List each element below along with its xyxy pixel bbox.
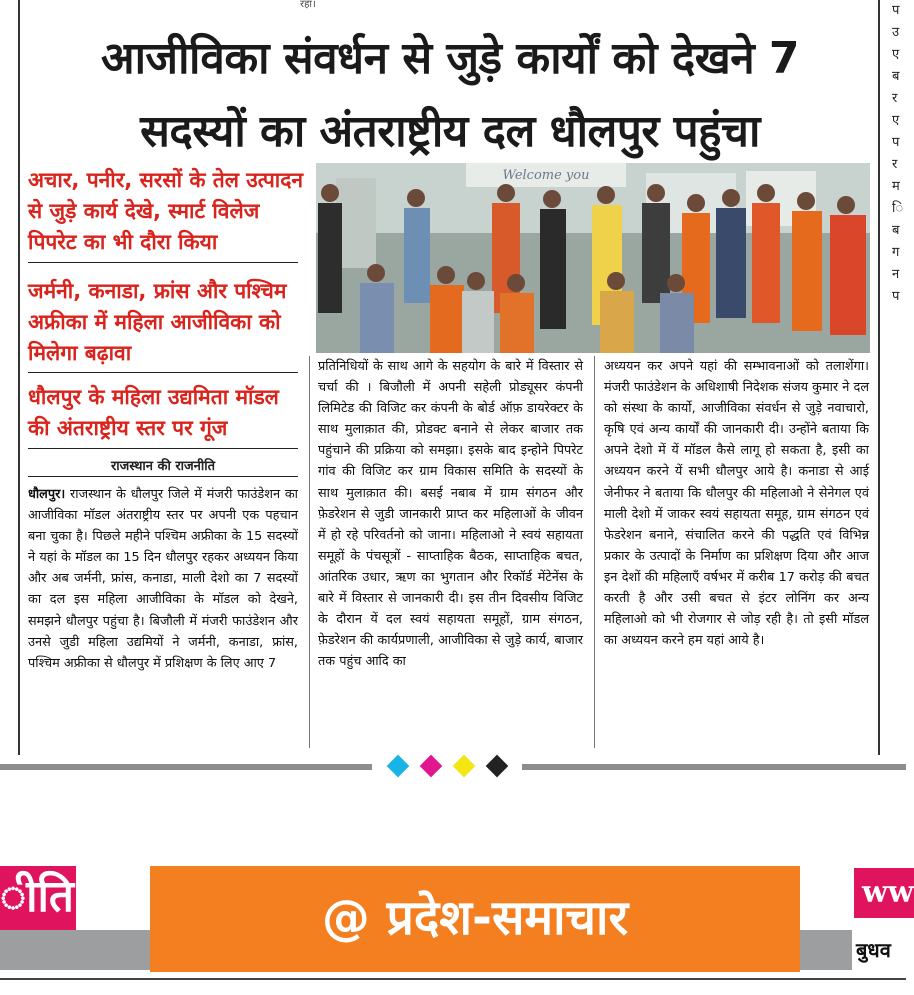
- adjacent-article-fragment: र: [892, 157, 898, 172]
- column-divider: [309, 356, 310, 748]
- adjacent-article-fragment: ए: [892, 113, 900, 128]
- kicker-divider: [28, 262, 298, 263]
- date-fragment: बुधव: [852, 930, 912, 970]
- headline-line-2: सदस्यों का अंतराष्ट्रीय दल धौलपुर पहुंचा: [140, 106, 760, 157]
- kicker-divider: [28, 372, 298, 373]
- dateline: धौलपुर।: [28, 487, 66, 502]
- kicker-3: धौलपुर के महिला उद्यमिता मॉडल की अंतराष्ट्रीय स्तर पर गूंज: [28, 385, 279, 440]
- article-column-3: अध्ययन कर अपने यहां की सम्भावनाओं को तलाशेंगा। मंजरी फाउंडेशन के अधिशाषी निदेशक संजय कुमार ने दल को संस्था के कार्यो, आजीविका संवर्धन से जुड़े नवाचारो, कृषि एवं अन्य कार्यों की जानकारी दी। उन्होंने बताया कि अपने देशो में यें मॉडल कैसे लागू हो सकता है, इसी का अध्ययन करने यें सभी धौलपुर आये है। कनाडा से आई जेनीफर ने बताया कि धौलपुर की महिलाओ ने सेनेगल एवं माली देशो में जाकर स्वयं सहायता समूह, ग्राम संगठन एवं फेडरेशन बनाने, संचालित करने की पद्धति एवं विभिन्न प्रकार के उत्पादों के निर्माण का प्रशिक्षण दिया और आज इन देशों की महिलाएँ वर्षभर में करीब 17 करोड़ की बचत करती है और उसी बचत से इंटर लोनिंग कर अन्य महिलाओ को भी रोजगार से जोड़ रही है। तो इसी मॉडल का अध्ययन करने हम यहां आये है।: [604, 359, 869, 649]
- group-photo-illustration: [316, 163, 870, 353]
- separator-diamond-black: [486, 755, 509, 778]
- adjacent-article-fragment: ग: [892, 245, 900, 260]
- separator-diamond-cyan: [387, 755, 410, 778]
- headline-line-1: आजीविका संवर्धन से जुड़े कार्यों को देखने 7: [100, 33, 800, 84]
- group-photo: [316, 163, 870, 353]
- welcome-banner-text: Welcome you: [502, 168, 590, 183]
- kicker-divider: [28, 448, 298, 449]
- adjacent-article-strip: [892, 0, 906, 755]
- kicker-2: जर्मनी, कनाडा, फ्रांस और पश्चिम अफ्रीका में महिला आजीविका को मिलेगा बढ़ावा: [28, 279, 287, 365]
- bottom-clipped-area: [0, 978, 906, 995]
- adjacent-article-fragment: ए: [892, 47, 900, 62]
- adjacent-article-fragment: ब: [892, 69, 900, 84]
- top-clipped-text: रहा।: [300, 0, 316, 10]
- adjacent-article-fragment: र: [892, 91, 898, 106]
- separator-line-left: [0, 764, 372, 770]
- column-1-text: राजस्थान के धौलपुर जिले में मंजरी फाउंडेशन का आजीविका मॉडल अंतराष्ट्रीय स्तर पर अपनी एक पहचान बना चुका है। पिछले महीने पश्चिम अफ्रीका के 15 सदस्यों ने यहां के मॉडल का 15 दिन धौलपुर रहकर अध्ययन किया और अब जर्मनी, फ्रांस, कनाडा, माली देशो का 7 सदस्यों का दल इस महिला आजीविका के मॉडल को देखने, समझने धौलपुर पहुंचा है। बिजौली में मंजरी फाउंडेशन और उनसे जुडी महिला उद्यमियों ने जर्मनी, कनाडा, फ्रांस, पश्चिम अफ्रीका से धौलपुर में प्रशिक्षण के लिए आए 7: [28, 487, 298, 671]
- right-border-rule: [878, 0, 880, 755]
- footer-right-tab: ww: [854, 868, 914, 918]
- separator-diamond-magenta: [420, 755, 443, 778]
- separator-line-right: [522, 764, 906, 770]
- adjacent-article-fragment: म: [892, 179, 900, 194]
- adjacent-article-fragment: ब: [892, 223, 900, 238]
- article-column-1: [28, 484, 298, 674]
- adjacent-article-fragment: न: [892, 267, 900, 282]
- adjacent-article-fragment: प: [892, 289, 900, 304]
- left-border-rule: [18, 0, 20, 755]
- kicker-1: अचार, पनीर, सरसों के तेल उत्पादन से जुड़े कार्य देखे, स्मार्ट विलेज पिपरेट का भी दौरा किया: [28, 168, 304, 254]
- headline: [25, 22, 875, 168]
- adjacent-article-fragment: प: [892, 3, 900, 18]
- section-banner-title: @ प्रदेश-समाचार: [321, 890, 629, 946]
- column-divider: [594, 356, 595, 748]
- separator-diamond-yellow: [453, 755, 476, 778]
- footer-left-tab: ीति: [0, 866, 76, 930]
- adjacent-article-fragment: उ: [892, 25, 900, 40]
- adjacent-article-fragment: प: [892, 135, 900, 150]
- article-column-2: प्रतिनिधियों के साथ आगे के सहयोग के बारे में विस्तार से चर्चा की । बिजौली में अपनी सहेली प्रोड्यूसर कंपनी लिमिटेड की विजिट कर कंपनी के बोर्ड ऑफ़ डायरेक्टर के साथ मुलाक़ात की, प्रोडक्ट बनाने से लेकर बाजार तक पहुंचाने की प्रक्रिया को समझा। इसके बाद इन्होने पिपरेट गांव की विजिट कर ग्राम विकास समिति के सदस्यों के साथ मुलाक़ात की। बसई नबाब में ग्राम संगठन और फ़ेडरेशन से जुडी जानकारी प्राप्त कर महिलाओं के जीवन में हो रहे परिवर्तनो को जाना। महिलाओ ने स्वयं सहायता समूहों के पंचसूत्रों - साप्ताहिक बैठक, साप्ताहिक बचत, आंतरिक उधार, ऋण का भुगतान और रिकॉर्ड मेंटेनेंस के बारे में विस्तार से जानकारी दी। इस तीन दिवसीय विजिट के दौरान यें दल स्वयं सहायता समूहों, ग्राम संगठन, फ़ेडरेशन की कार्यप्रणाली, आजीविका से जुड़े कार्य, बाजार तक पहुंच आदि का: [318, 359, 583, 670]
- adjacent-article-fragment: ि: [892, 201, 904, 216]
- byline: राजस्थान की राजनीति: [110, 459, 216, 474]
- byline-divider: [28, 476, 298, 477]
